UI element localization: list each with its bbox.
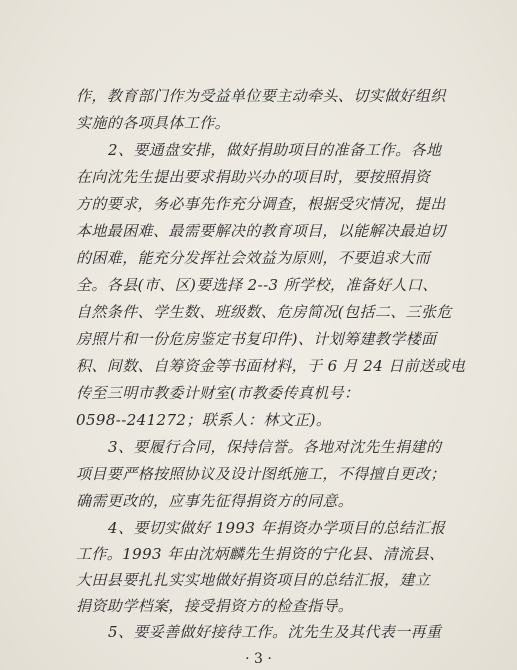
body-text-line: 实施的各项具体工作。 — [76, 114, 231, 132]
body-text-line: 全。各县(市、区)要选择 2--3 所学校，准备好人口、 — [76, 276, 438, 294]
body-text-line: 确需更改的，应事先征得捐资方的同意。 — [76, 492, 354, 510]
paragraph-4-start: 4、要切实做好 1993 年捐资办学项目的总结汇报 — [108, 519, 446, 537]
body-text-line: 捐资助学档案，接受捐资方的检查指导。 — [76, 597, 354, 615]
body-text-line: 作，教育部门作为受益单位要主动牵头、切实做好组织 — [76, 87, 446, 105]
body-text-line: 的困难，能充分发挥社会效益为原则，不要追求大而 — [76, 249, 431, 267]
body-text-line: 本地最困难、最需要解决的教育项目，以能解决最迫切 — [76, 222, 446, 240]
body-text-line: 积、间数、自筹资金等书面材料，于 6 月 24 日前送或电 — [76, 357, 466, 375]
page-number: · 3 · — [245, 651, 272, 667]
body-text-line: 传至三明市教委计财室(市教委传真机号： — [76, 384, 360, 402]
body-text-line: 在向沈先生提出要求捐助兴办的项目时，要按照捐资 — [76, 168, 431, 186]
paragraph-2-start: 2、要通盘安排，做好捐助项目的准备工作。各地 — [108, 141, 442, 159]
body-text-line: 项目要严格按照协议及设计图纸施工，不得擅自更改； — [76, 465, 446, 483]
body-text-line: 0598--241272；联系人：林文正)。 — [76, 411, 332, 429]
body-text-line: 大田县要扎扎实实地做好捐资项目的总结汇报，建立 — [76, 571, 431, 589]
body-text-line: 方的要求，务必事先作充分调查，根据受灾情况，提出 — [76, 195, 446, 213]
paragraph-3-start: 3、要履行合同，保持信誉。各地对沈先生捐建的 — [108, 438, 442, 456]
body-text-line: 房照片和一份危房鉴定书复印件)、计划筹建教学楼面 — [76, 330, 437, 348]
body-text-line: 工作。1993 年由沈炳麟先生捐资的宁化县、清流县、 — [76, 545, 445, 563]
body-text-line: 自然条件、学生数、班级数、危房简况(包括二、三张危 — [76, 303, 452, 321]
paragraph-5-start: 5、要妥善做好接待工作。沈先生及其代表一再重 — [108, 623, 442, 641]
